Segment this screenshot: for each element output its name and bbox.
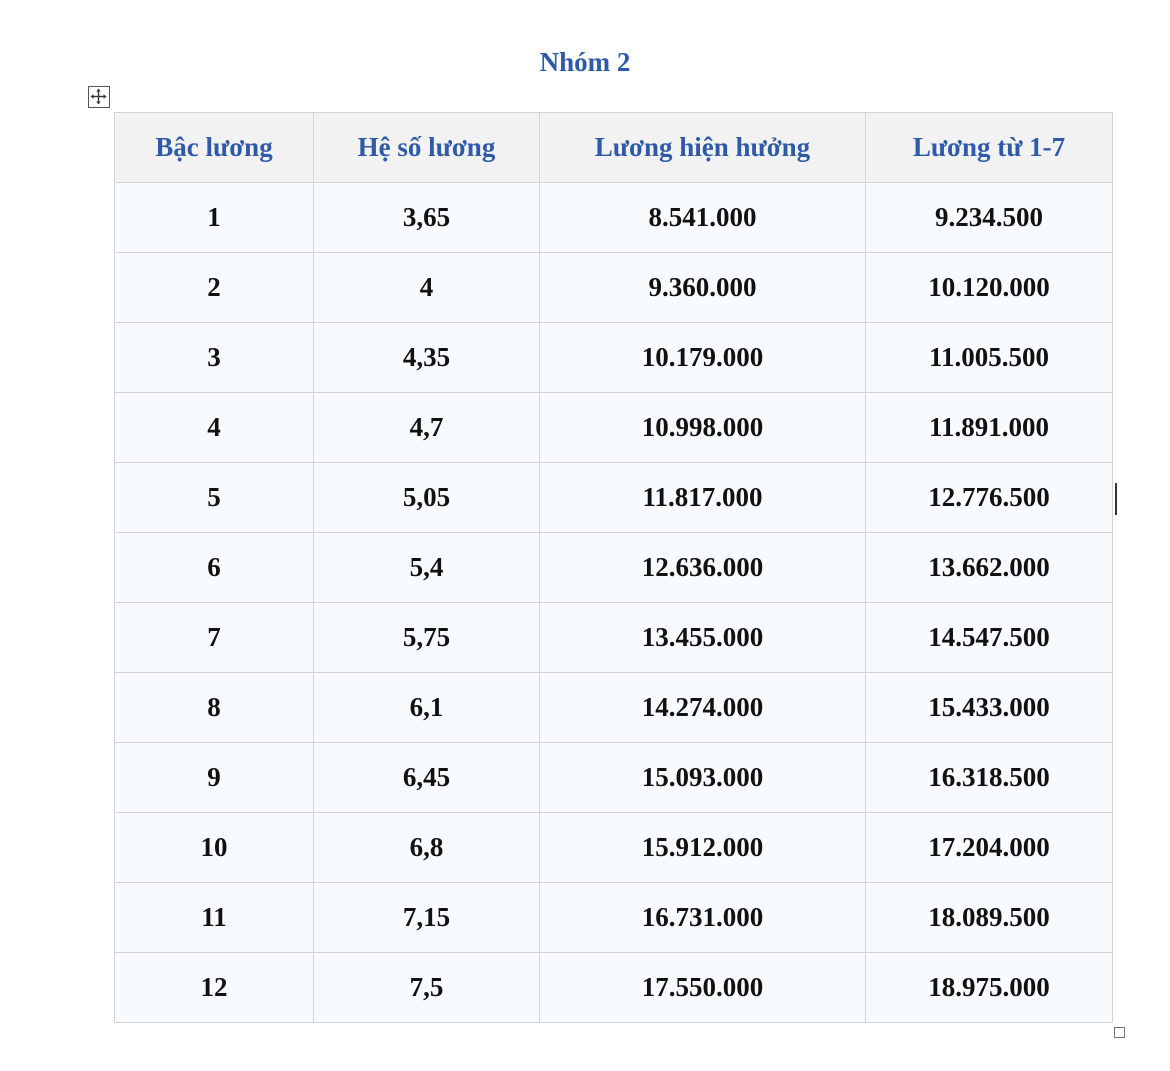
- table-cell: 9: [115, 743, 314, 813]
- table-cell: 12.636.000: [540, 533, 866, 603]
- table-cell: 18.089.500: [866, 883, 1113, 953]
- table-cell: 17.204.000: [866, 813, 1113, 883]
- text-cursor: [1115, 483, 1117, 515]
- page-title: Nhóm 2: [539, 47, 631, 77]
- table-row: [115, 603, 1113, 673]
- table-cell: 2: [115, 253, 314, 323]
- table-move-handle[interactable]: [88, 86, 110, 108]
- table-cell: 4,35: [314, 323, 540, 393]
- table-row: [115, 743, 1113, 813]
- table-cell: 4,7: [314, 393, 540, 463]
- table-cell: 11.891.000: [866, 393, 1113, 463]
- table-cell: 13.455.000: [540, 603, 866, 673]
- move-arrows-icon: [89, 87, 108, 106]
- table-cell: 4: [314, 253, 540, 323]
- table-cell: 16.731.000: [540, 883, 866, 953]
- table-cell: 8.541.000: [540, 183, 866, 253]
- table-cell: 5,4: [314, 533, 540, 603]
- table-row: [115, 953, 1113, 1023]
- table-cell: 18.975.000: [866, 953, 1113, 1023]
- table-cell: 7,5: [314, 953, 540, 1023]
- table-cell: 6,45: [314, 743, 540, 813]
- table-cell: 10: [115, 813, 314, 883]
- table-cell: 9.360.000: [540, 253, 866, 323]
- table-cell: 13.662.000: [866, 533, 1113, 603]
- table-cell: 7,15: [314, 883, 540, 953]
- table-cell: 5: [115, 463, 314, 533]
- table-row: [115, 183, 1113, 253]
- table-cell: 3,65: [314, 183, 540, 253]
- table-cell: 5,05: [314, 463, 540, 533]
- header-he-so-luong: Hệ số lương: [314, 113, 540, 183]
- table-cell: 11.817.000: [540, 463, 866, 533]
- header-bac-luong: Bậc lương: [115, 113, 314, 183]
- table-cell: 17.550.000: [540, 953, 866, 1023]
- table-resize-handle[interactable]: [1114, 1027, 1125, 1038]
- table-cell: 4: [115, 393, 314, 463]
- table-row: [115, 883, 1113, 953]
- table-cell: 15.433.000: [866, 673, 1113, 743]
- table-cell: 14.547.500: [866, 603, 1113, 673]
- table-cell: 12: [115, 953, 314, 1023]
- table-cell: 3: [115, 323, 314, 393]
- table-cell: 15.093.000: [540, 743, 866, 813]
- table-row: [115, 533, 1113, 603]
- table-row: [115, 253, 1113, 323]
- table-row: [115, 673, 1113, 743]
- table-row: [115, 323, 1113, 393]
- header-luong-hien-huong: Lương hiện hưởng: [540, 113, 866, 183]
- table-row: [115, 463, 1113, 533]
- table-cell: 12.776.500: [866, 463, 1113, 533]
- table-row: [115, 393, 1113, 463]
- table-cell: 5,75: [314, 603, 540, 673]
- table-cell: 15.912.000: [540, 813, 866, 883]
- table-cell: 10.998.000: [540, 393, 866, 463]
- salary-table: [114, 112, 1113, 1023]
- table-cell: 10.120.000: [866, 253, 1113, 323]
- table-cell: 14.274.000: [540, 673, 866, 743]
- table-cell: 6,1: [314, 673, 540, 743]
- table-cell: 9.234.500: [866, 183, 1113, 253]
- table-row: [115, 813, 1113, 883]
- table-cell: 8: [115, 673, 314, 743]
- table-cell: 11: [115, 883, 314, 953]
- table-cell: 1: [115, 183, 314, 253]
- table-cell: 11.005.500: [866, 323, 1113, 393]
- table-cell: 16.318.500: [866, 743, 1113, 813]
- table-header-row: [115, 113, 1113, 183]
- table-cell: 6: [115, 533, 314, 603]
- table-cell: 7: [115, 603, 314, 673]
- table-cell: 10.179.000: [540, 323, 866, 393]
- header-luong-tu-1-7: Lương từ 1-7: [866, 113, 1113, 183]
- table-cell: 6,8: [314, 813, 540, 883]
